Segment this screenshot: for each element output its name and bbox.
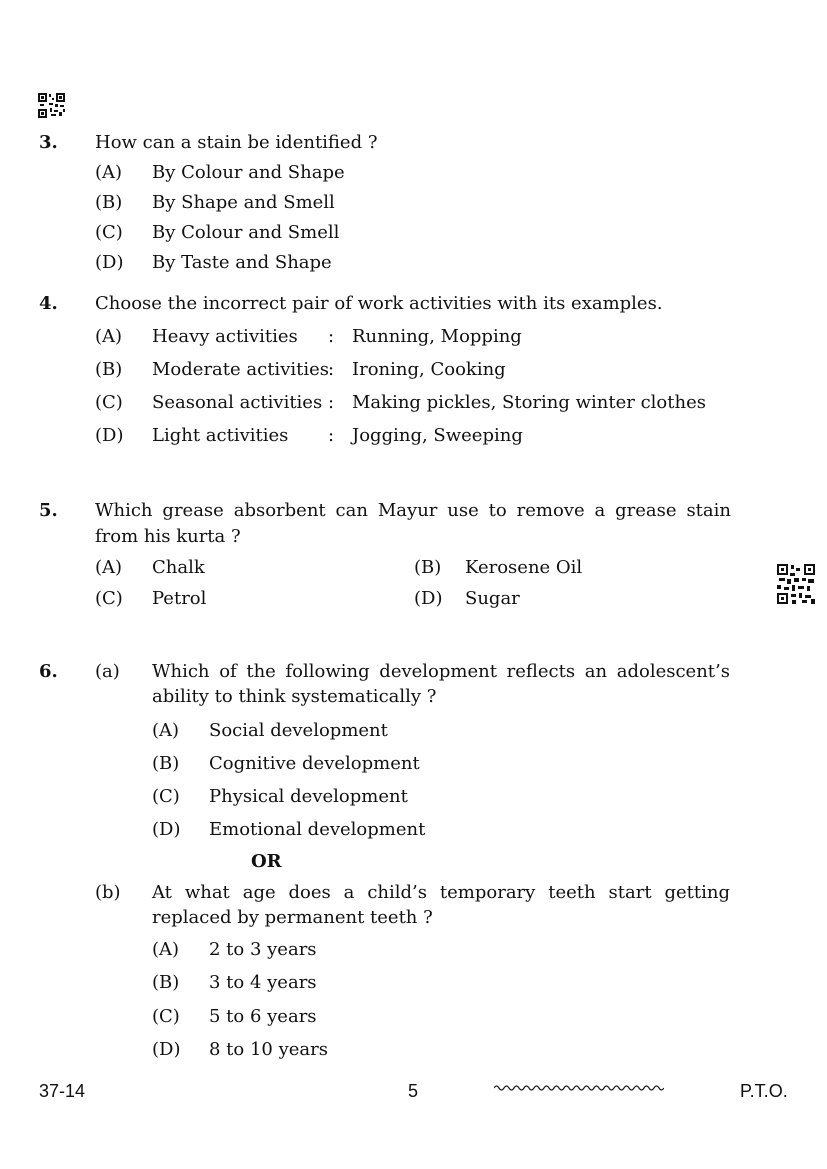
q3-option-a-label: (A) [95,162,123,183]
q3-option-d-text: By Taste and Shape [152,252,332,273]
q4-option-b-examples: Ironing, Cooking [352,359,506,380]
question-6-number: 6. [39,661,58,682]
page-number: 5 [408,1081,419,1101]
q6a-option-c-text: Physical development [209,786,408,807]
q3-option-c-text: By Colour and Smell [152,222,340,243]
q5-option-c-label: (C) [95,588,123,609]
q6a-option-a-text: Social development [209,720,388,741]
q3-option-c-label: (C) [95,222,123,243]
q4-option-d-label: (D) [95,425,124,446]
q4-option-b-label: (B) [95,359,123,380]
q6b-option-a-label: (A) [152,939,180,960]
q4-option-d-activity: Light activities [152,425,289,446]
q6-part-b-text: At what age does a child’s temporary teeth start getting replaced by permanent teeth ? [152,882,730,928]
q5-option-a-label: (A) [95,557,123,578]
q4-option-c-label: (C) [95,392,123,413]
question-4-text: Choose the incorrect pair of work activities with its examples. [95,293,663,314]
q4-option-c-activity: Seasonal activities [152,392,323,413]
question-4-number: 4. [39,293,58,314]
q4-option-a-examples: Running, Mopping [352,326,522,347]
q5-option-c-text: Petrol [152,588,207,609]
q6b-option-d-label: (D) [152,1039,181,1060]
q6b-option-a-text: 2 to 3 years [209,939,317,960]
q6a-option-d-label: (D) [152,819,181,840]
q6a-option-d-text: Emotional development [209,819,426,840]
q4-option-b-activity: Moderate activities [152,359,329,380]
q6b-option-b-text: 3 to 4 years [209,972,317,993]
or-separator: OR [251,851,282,872]
qr-code-right-margin [777,564,815,604]
q6a-option-a-label: (A) [152,720,180,741]
q4-option-a-separator: : [328,326,335,347]
question-5-number: 5. [39,500,58,521]
q4-option-b-separator: : [328,359,335,380]
question-5-text: Which grease absorbent can Mayur use to remove a grease stain from his kurta ? [95,500,731,547]
q3-option-b-label: (B) [95,192,123,213]
q4-option-c-separator: : [328,392,335,413]
q4-option-a-label: (A) [95,326,123,347]
q6b-option-c-text: 5 to 6 years [209,1006,317,1027]
pto-label: P.T.O. [740,1081,788,1101]
q3-option-a-text: By Colour and Shape [152,162,345,183]
q6b-option-b-label: (B) [152,972,180,993]
question-3-text: How can a stain be identified ? [95,132,378,153]
q6a-option-b-label: (B) [152,753,180,774]
qr-code-top-left [38,93,65,118]
wavy-line-decoration [494,1083,664,1093]
q5-option-b-label: (B) [414,557,442,578]
q6a-option-b-text: Cognitive development [209,753,420,774]
q5-option-b-text: Kerosene Oil [465,557,583,578]
q5-option-a-text: Chalk [152,557,205,578]
q5-option-d-label: (D) [414,588,443,609]
q6-part-a-text: Which of the following development reflects an adolescent’s ability to think systematically ? [152,661,730,707]
q4-option-d-separator: : [328,425,335,446]
q6-part-a-label: (a) [95,661,120,682]
question-3-number: 3. [39,132,58,153]
q3-option-d-label: (D) [95,252,124,273]
q4-option-a-activity: Heavy activities [152,326,298,347]
q6-part-b-label: (b) [95,882,121,903]
q4-option-c-examples: Making pickles, Storing winter clothes [352,392,706,413]
q5-option-d-text: Sugar [465,588,520,609]
q6a-option-c-label: (C) [152,786,180,807]
q6b-option-d-text: 8 to 10 years [209,1039,328,1060]
paper-code: 37-14 [39,1081,86,1101]
q3-option-b-text: By Shape and Smell [152,192,335,213]
q6b-option-c-label: (C) [152,1006,180,1027]
q4-option-d-examples: Jogging, Sweeping [352,425,523,446]
